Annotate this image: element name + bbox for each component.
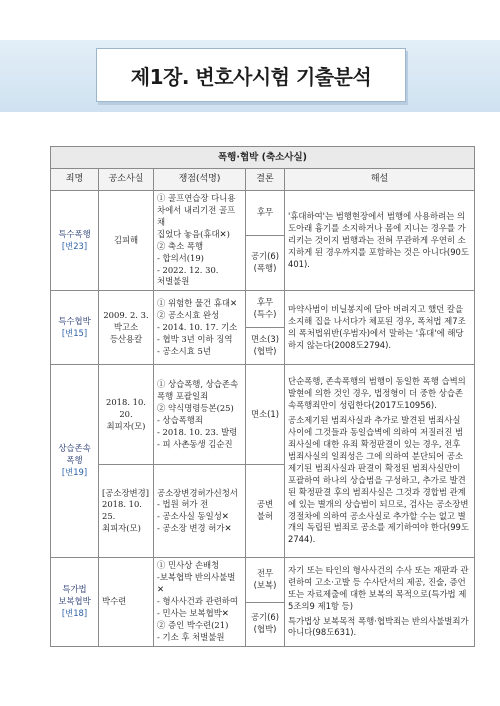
verdict-cell: 면소(1)	[246, 365, 285, 465]
verdict-cell: 후무 (특수)	[246, 291, 285, 328]
crime-cell: 상습존속 폭행 [변19]	[51, 365, 99, 558]
precedent-table	[50, 146, 475, 647]
table-header-row	[51, 169, 475, 191]
issue-cell: ① 상습폭행, 상습존속 폭행 포괄일죄 ② 약식명령등본(25) - 상습폭행죄 - 2018. 10. 23. 발령 - 피 사촌동생 김순진	[154, 365, 246, 465]
verdict-cell: 공변 불허	[246, 465, 285, 558]
crime-cell: 특수협박 [변15]	[51, 291, 99, 365]
issue-cell: ① 골프연습장 다니용 차에서 내리기전 골프채 집었다 놓음(휴대✕) ② 축소 폭행 - 합의서(19) - 2022. 12. 30. 처벌불원	[154, 191, 246, 291]
explanation-cell: 마약사범이 비닐봉지에 담아 버려지고 했던 칼을 소지해 집을 나서다가 체포된 경우, 폭처법 제7조의 폭처법위반(우범자)에서 말하는 '휴대'에 해당하지 않는다(2008도2794).	[285, 291, 475, 365]
indictment-cell: 2009. 2. 3. 박고소 등산용칼	[99, 291, 154, 365]
explanation-cell: 자기 또는 타인의 형사사건의 수사 또는 재판과 관련하여 고소·고발 등 수사단서의 제공, 진술, 증언 또는 자료제출에 대한 보복의 목적으로(특가법 제5조의9 제1항 등) 특가법상 보복목적 폭행·협박죄는 반의사불벌죄가 아니다(98도631).	[285, 558, 475, 646]
header-issue: 쟁점(석명)	[154, 169, 246, 191]
indictment-cell: [공소장변경] 2018. 10. 25. 최피자(모)	[99, 465, 154, 558]
issue-cell: 공소장변경허가신청서 - 법원 허가 전 - 공소사실 동일성✕ - 공소장 변경 허가✕	[154, 465, 246, 558]
verdict-cell: 전무 (보복)	[246, 558, 285, 602]
issue-cell: ① 민사상 손배청 -보복협박 반의사불벌✕ - 형사사건과 관련하여 - 민사는 보복협박✕ ② 증인 박수련(21) - 기소 후 처벌불원	[154, 558, 246, 646]
header-indictment: 공소사실	[99, 169, 154, 191]
verdict-cell: 공기(6) (폭행)	[246, 236, 285, 291]
header-explanation: 해설	[285, 169, 475, 191]
verdict-cell: 공기(6) (협박)	[246, 602, 285, 646]
crime-cell: 특수폭행 [변23]	[51, 191, 99, 291]
issue-cell: ① 위험한 물건 휴대✕ ② 공소시효 완성 - 2014. 10. 17. 기소 - 협박 3년 이하 징역 - 공소시효 5년	[154, 291, 246, 365]
indictment-cell: 박수련	[99, 558, 154, 646]
verdict-cell: 후무	[246, 191, 285, 236]
explanation-cell: 단순폭행, 존속폭행의 범행이 동일한 폭행 습벽의 발현에 의한 것인 경우, 법정형이 더 중한 상습존속폭행죄만이 성립한다(2017도10956). 공소제기된 범죄사실과 추가로 발견된 범죄사실 사이에 그것들과 동일습벽에 의하여 저질러진 범죄사실에 대한 유죄 확정판결이 있는 경우, 전후 범죄사실의 일죄성은 그에 의하여 분단되어 공소제기된 범죄사실과 판결이 확정된 범죄사실만이 포괄하여 하나의 상습범을 구성하고, 추가로 발견된 확정판결 후의 범죄사실은 그것과 경합범 관계에 있는 별개의 상습범이 되므로, 검사는 공소장변경절차에 의하여 공소사실로 추가할 수는 없고 별개의 독립된 범죄로 공소를 제기하여야 한다(99도2744).	[285, 365, 475, 558]
header-verdict: 결론	[246, 169, 285, 191]
page-title: 제1장. 변호사시험 기출분석	[96, 48, 406, 102]
verdict-cell: 면소(3) (협박)	[246, 328, 285, 365]
explanation-cell: '휴대하여'는 범행현장에서 범행에 사용하려는 의도아래 흉기를 소지하거나 몸에 지니는 경우를 가리키는 것이지 범행과는 전혀 무관하게 우연히 소지하게 된 경우까지를 포함하는 것은 아니다(90도401).	[285, 191, 475, 291]
indictment-cell: 김피해	[99, 191, 154, 291]
header-crime: 죄명	[51, 169, 99, 191]
crime-cell: 특가법 보복협박 [변18]	[51, 558, 99, 646]
indictment-cell: 2018. 10. 20. 최피자(모)	[99, 365, 154, 465]
table-caption: 폭행·협박 (축소사실)	[51, 147, 475, 169]
